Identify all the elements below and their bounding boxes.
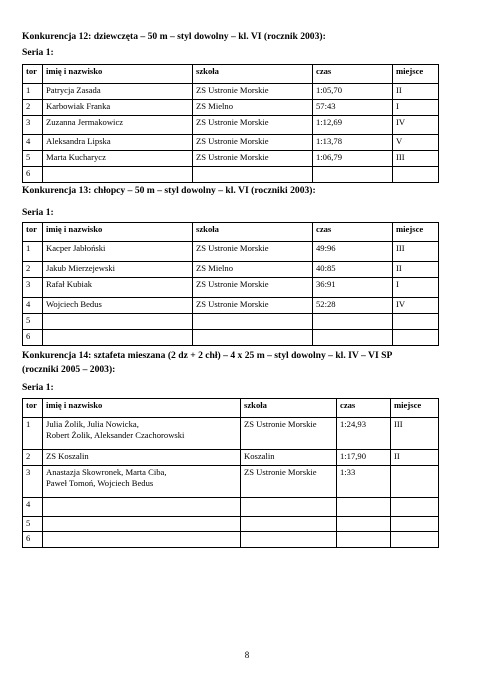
cell-place: I: [393, 278, 439, 298]
cell-name: Julia Żolik, Julia Nowicka, Robert Żolik, Aleksander Czachorowski: [43, 418, 241, 450]
cell-place: IV: [393, 298, 439, 314]
cell-name: [43, 167, 193, 183]
column-header-lane: tor: [23, 65, 43, 84]
table-row: [23, 314, 439, 330]
cell-school: ZS Ustronie Morskie: [241, 466, 337, 498]
cell-lane: 1: [23, 418, 43, 450]
table-row: [23, 298, 439, 314]
cell-lane: 4: [23, 298, 43, 314]
cell-lane: 3: [23, 116, 43, 135]
cell-lane: 6: [23, 167, 43, 183]
cell-lane: 1: [23, 84, 43, 100]
table-row: [23, 450, 439, 466]
table-row: [23, 330, 439, 346]
cell-place: III: [393, 242, 439, 262]
cell-lane: 3: [23, 278, 43, 298]
cell-name: Kacper Jabłoński: [43, 242, 193, 262]
table-row: [23, 151, 439, 167]
table-row: [23, 517, 439, 532]
cell-place: II: [391, 450, 439, 466]
column-header-place: miejsce: [391, 399, 439, 418]
cell-place: [393, 167, 439, 183]
column-header-place: miejsce: [393, 223, 439, 242]
cell-name: Jakub Mierzejewski: [43, 262, 193, 278]
table-row: [23, 116, 439, 135]
cell-time: 52:28: [313, 298, 393, 314]
table-header-row: [23, 223, 439, 242]
cell-lane: 6: [23, 532, 43, 548]
cell-name: [43, 498, 241, 517]
cell-school: [193, 314, 313, 330]
table-row: [23, 466, 439, 498]
cell-lane: 1: [23, 242, 43, 262]
series-label: Seria 1:: [22, 207, 54, 218]
cell-time: [313, 314, 393, 330]
cell-school: [193, 330, 313, 346]
cell-lane: 4: [23, 135, 43, 151]
cell-lane: 2: [23, 262, 43, 278]
column-header-time: czas: [313, 223, 393, 242]
cell-place: [391, 532, 439, 548]
section-heading: Konkurencja 13: chłopcy – 50 m – styl dowolny – kl. VI (roczniki 2003):: [22, 185, 316, 196]
cell-lane: 3: [23, 466, 43, 498]
cell-time: 1:33: [337, 466, 391, 498]
cell-school: [193, 167, 313, 183]
cell-school: ZS Ustronie Morskie: [193, 242, 313, 262]
column-header-lane: tor: [23, 399, 43, 418]
cell-lane: 2: [23, 100, 43, 116]
table-row: [23, 167, 439, 183]
table-row: [23, 498, 439, 517]
cell-place: II: [393, 262, 439, 278]
cell-time: 1:06,79: [313, 151, 393, 167]
cell-school: ZS Ustronie Morskie: [193, 116, 313, 135]
cell-place: I: [393, 100, 439, 116]
cell-name: Patrycja Zasada: [43, 84, 193, 100]
cell-place: III: [391, 418, 439, 450]
table-row: [23, 418, 439, 450]
cell-place: II: [393, 84, 439, 100]
cell-school: Koszalin: [241, 450, 337, 466]
cell-school: ZS Ustronie Morskie: [241, 418, 337, 450]
cell-time: [337, 517, 391, 532]
cell-school: [241, 517, 337, 532]
table-row: [23, 84, 439, 100]
cell-name: Rafał Kubiak: [43, 278, 193, 298]
cell-school: ZS Mielno: [193, 262, 313, 278]
results-table: [22, 222, 439, 346]
cell-place: [393, 314, 439, 330]
table-row: [23, 262, 439, 278]
cell-place: [391, 466, 439, 498]
cell-school: [241, 498, 337, 517]
section-heading: Konkurencja 14: sztafeta mieszana (2 dz + 2 chł) – 4 x 25 m – styl dowolny – kl. IV – VI SP: [22, 350, 393, 361]
results-table: [22, 64, 439, 183]
column-header-place: miejsce: [393, 65, 439, 84]
cell-lane: 2: [23, 450, 43, 466]
cell-time: 57:43: [313, 100, 393, 116]
cell-time: 1:05,70: [313, 84, 393, 100]
column-header-school: szkoła: [241, 399, 337, 418]
table-header-row: [23, 65, 439, 84]
column-header-school: szkoła: [193, 65, 313, 84]
cell-time: [313, 330, 393, 346]
table-row: [23, 100, 439, 116]
cell-school: ZS Ustronie Morskie: [193, 135, 313, 151]
cell-lane: 6: [23, 330, 43, 346]
cell-name: [43, 532, 241, 548]
cell-lane: 5: [23, 314, 43, 330]
cell-time: 40:85: [313, 262, 393, 278]
series-label: Seria 1:: [22, 382, 54, 393]
cell-school: ZS Ustronie Morskie: [193, 298, 313, 314]
cell-time: [337, 498, 391, 517]
cell-time: 1:12,69: [313, 116, 393, 135]
cell-school: ZS Mielno: [193, 100, 313, 116]
cell-name: Marta Kucharycz: [43, 151, 193, 167]
results-table: [22, 398, 439, 548]
cell-time: [313, 167, 393, 183]
cell-place: [391, 517, 439, 532]
table-header-row: [23, 399, 439, 418]
cell-time: [337, 532, 391, 548]
cell-school: [241, 532, 337, 548]
cell-place: [393, 330, 439, 346]
cell-time: 49:96: [313, 242, 393, 262]
cell-school: ZS Ustronie Morskie: [193, 278, 313, 298]
cell-place: V: [393, 135, 439, 151]
series-label: Seria 1:: [22, 47, 54, 58]
section-heading-continued: (roczniki 2005 – 2003):: [22, 364, 116, 375]
cell-name: Wojciech Bedus: [43, 298, 193, 314]
cell-time: 1:17,90: [337, 450, 391, 466]
cell-name: Aleksandra Lipska: [43, 135, 193, 151]
cell-lane: 4: [23, 498, 43, 517]
table-row: [23, 532, 439, 548]
page-number: 8: [244, 650, 250, 660]
cell-time: 36:91: [313, 278, 393, 298]
column-header-name: imię i nazwisko: [43, 65, 193, 84]
column-header-name: imię i nazwisko: [43, 223, 193, 242]
column-header-name: imię i nazwisko: [43, 399, 241, 418]
cell-school: ZS Ustronie Morskie: [193, 151, 313, 167]
table-row: [23, 242, 439, 262]
cell-name: Karbowiak Franka: [43, 100, 193, 116]
column-header-time: czas: [337, 399, 391, 418]
cell-time: 1:24,93: [337, 418, 391, 450]
cell-lane: 5: [23, 517, 43, 532]
cell-place: [391, 498, 439, 517]
cell-name: [43, 517, 241, 532]
cell-time: 1:13,78: [313, 135, 393, 151]
cell-lane: 5: [23, 151, 43, 167]
cell-name: Zuzanna Jermakowicz: [43, 116, 193, 135]
cell-place: IV: [393, 116, 439, 135]
section-heading: Konkurencja 12: dziewczęta – 50 m – styl dowolny – kl. VI (rocznik 2003):: [22, 31, 326, 42]
column-header-school: szkoła: [193, 223, 313, 242]
column-header-lane: tor: [23, 223, 43, 242]
cell-name: Anastazja Skowronek, Marta Ciba, Paweł Tomoń, Wojciech Bedus: [43, 466, 241, 498]
cell-school: ZS Ustronie Morskie: [193, 84, 313, 100]
cell-place: III: [393, 151, 439, 167]
cell-name: [43, 314, 193, 330]
cell-name: [43, 330, 193, 346]
column-header-time: czas: [313, 65, 393, 84]
cell-name: ZS Koszalin: [43, 450, 241, 466]
table-row: [23, 135, 439, 151]
table-row: [23, 278, 439, 298]
